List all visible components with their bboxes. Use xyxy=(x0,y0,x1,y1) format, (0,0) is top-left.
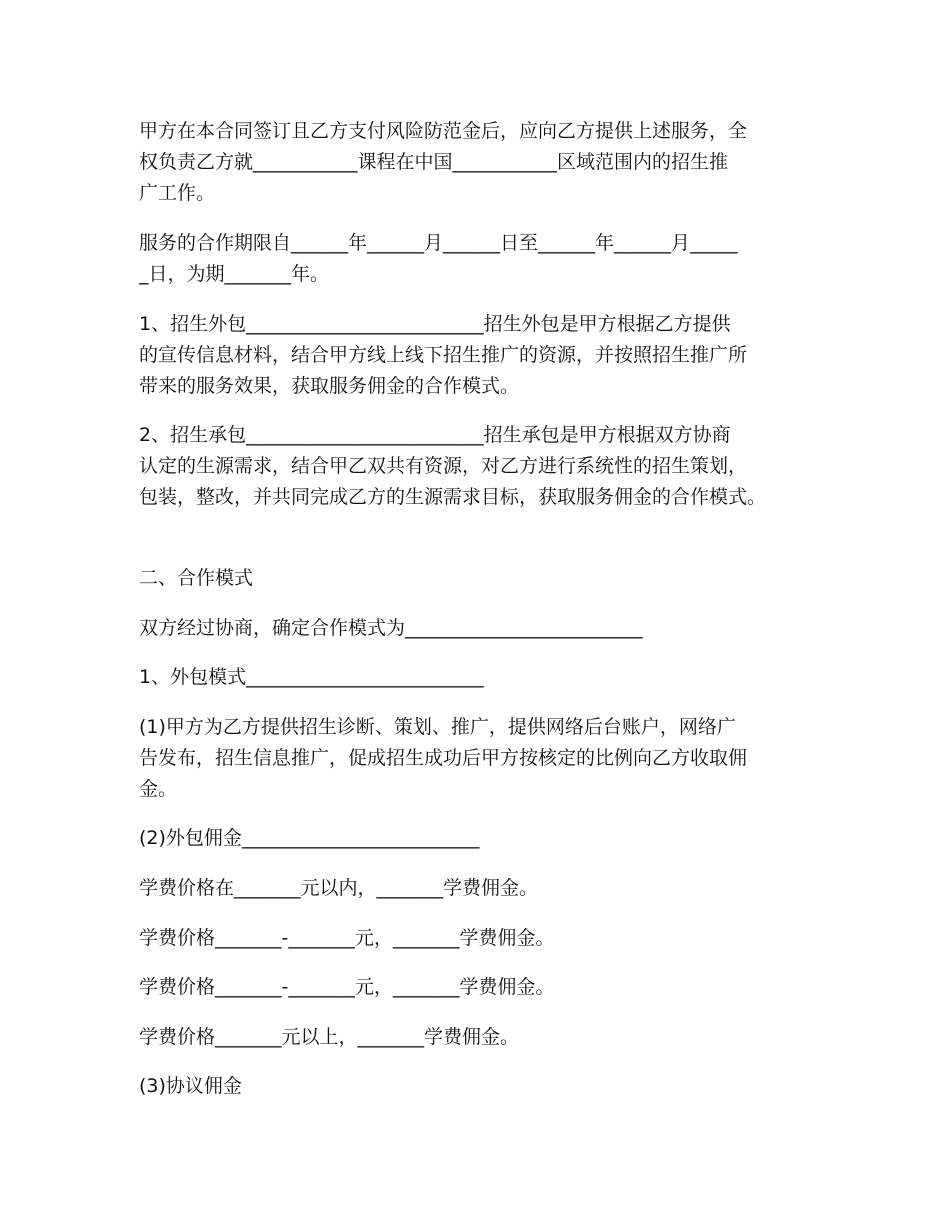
paragraph-line: 包装，整改，并共同完成乙方的生源需求目标，获取服务佣金的合作模式。 xyxy=(139,486,767,508)
paragraph-line: (2)外包佣金_________________________ xyxy=(139,827,480,849)
paragraph-line: 金。 xyxy=(139,778,178,800)
paragraph-line: 2、招生承包_________________________招生承包是甲方根据双方协商 xyxy=(139,424,731,446)
paragraph-line: 甲方在本合同签订且乙方支付风险防范金后，应向乙方提供上述服务，全 xyxy=(139,120,748,142)
paragraph-line: (3)协议佣金 xyxy=(139,1075,242,1097)
paragraph-line: 广工作。 xyxy=(139,182,216,204)
paragraph-line: 学费价格_______-_______元，_______学费佣金。 xyxy=(139,927,555,949)
paragraph-line: 带来的服务效果，获取服务佣金的合作模式。 xyxy=(139,375,520,397)
paragraph-line: 1、招生外包_________________________招生外包是甲方根据乙方提供 xyxy=(139,313,731,335)
paragraph-line: 双方经过协商，确定合作模式为_________________________ xyxy=(139,617,643,639)
paragraph-line: 权负责乙方就___________课程在中国___________区域范围内的招生推 xyxy=(139,151,729,173)
paragraph-line: 的宣传信息材料，结合甲方线上线下招生推广的资源，并按照招生推广所 xyxy=(139,344,748,366)
paragraph-line: 学费价格_______-_______元，_______学费佣金。 xyxy=(139,976,555,998)
paragraph-line: 认定的生源需求，结合甲乙双共有资源，对乙方进行系统性的招生策划， xyxy=(139,455,748,477)
paragraph-line: 告发布，招生信息推广，促成招生成功后甲方按核定的比例向乙方收取佣 xyxy=(139,747,748,769)
paragraph-line: 服务的合作期限自______年______月______日至______年______月_____ xyxy=(139,232,738,254)
section-heading: 二、合作模式 xyxy=(139,567,254,589)
paragraph-line: 1、外包模式_________________________ xyxy=(139,666,484,688)
paragraph-line: (1)甲方为乙方提供招生诊断、策划、推广，提供网络后台账户，网络广 xyxy=(139,716,736,738)
paragraph-line: _日，为期_______年。 xyxy=(139,263,330,285)
paragraph-line: 学费价格在_______元以内，_______学费佣金。 xyxy=(139,877,539,899)
paragraph-line: 学费价格_______元以上，_______学费佣金。 xyxy=(139,1026,520,1048)
